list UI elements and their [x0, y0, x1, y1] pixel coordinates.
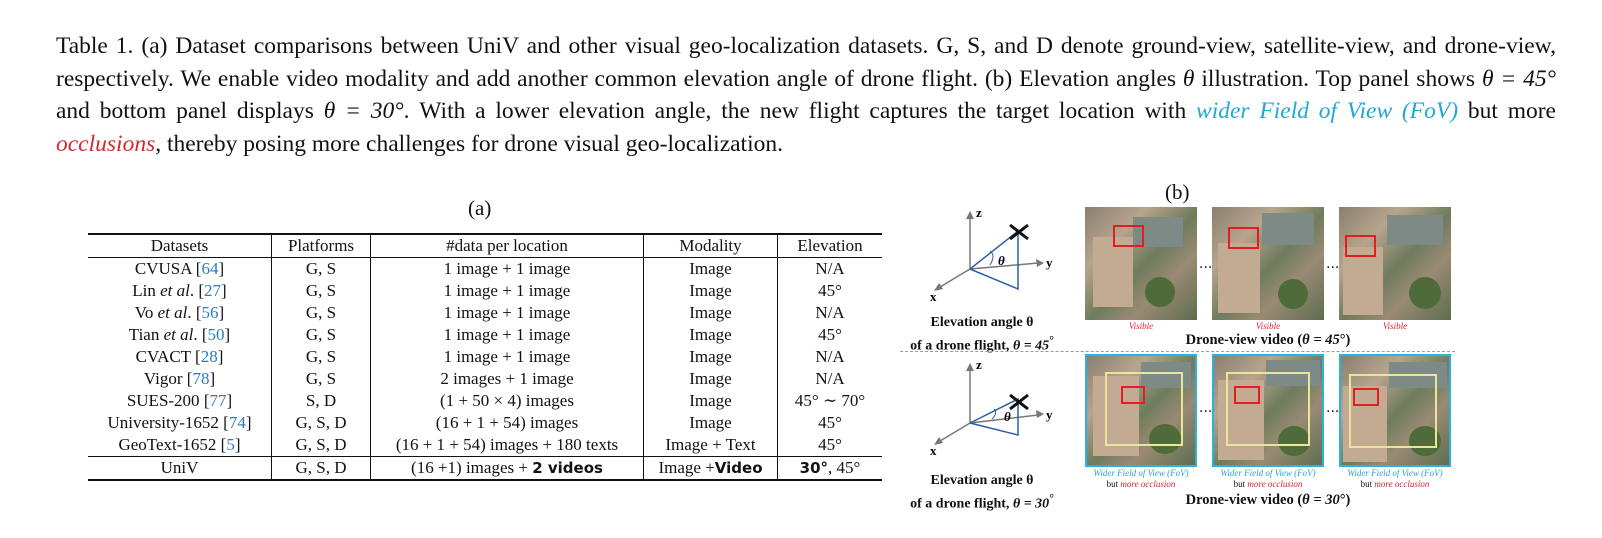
cell-platforms: G, S — [272, 324, 371, 346]
x-axis — [940, 269, 970, 287]
cell-text: (16 +1) images + — [411, 458, 533, 477]
z-arrow-icon — [966, 211, 974, 219]
table-row — [88, 368, 882, 390]
cell-dataset: Vigor [78] — [88, 368, 272, 390]
dataset-name: Lin — [132, 281, 156, 300]
table-row — [88, 434, 882, 457]
fov-label-occlusion: more occlusion — [1374, 479, 1430, 489]
fov-box — [1105, 372, 1183, 446]
dataset-etal: et al — [163, 325, 194, 344]
visible-label: Visible — [1128, 321, 1154, 331]
cell-data — [371, 457, 644, 481]
y-arrow-icon — [1036, 410, 1044, 418]
drone-frame-top-3 — [1339, 207, 1451, 320]
dataset-etal: et al — [157, 303, 188, 322]
table-row — [88, 390, 882, 412]
cell-modality: Image — [644, 390, 778, 412]
fov-label-but: but — [1233, 479, 1248, 489]
cell-dataset: SUES-200 [77] — [88, 390, 272, 412]
cell-dataset: Lin et al. [27] — [88, 280, 272, 302]
ellipsis: ... — [1199, 400, 1213, 416]
cell-data: 1 image + 1 image — [371, 302, 644, 324]
table-row — [88, 280, 882, 302]
dataset-comparison-table — [88, 233, 882, 481]
cell-elevation: 45° — [818, 435, 842, 454]
cell-data: 1 image + 1 image — [371, 346, 644, 368]
target-box — [1228, 227, 1259, 249]
elev-caption-line: Elevation angle θ — [930, 315, 1034, 330]
caption-part: illustration. Top panel shows — [1194, 65, 1482, 92]
video-caption-bottom — [1088, 492, 1448, 509]
target-box — [1121, 386, 1145, 404]
theta-label: θ — [1004, 409, 1011, 424]
fov-label — [1339, 468, 1451, 490]
table-body — [88, 258, 882, 481]
col-header-platforms: Platforms — [272, 234, 371, 258]
citation-link: 5 — [226, 435, 235, 454]
caption-theta: θ — [1182, 65, 1195, 92]
citation-link: 64 — [201, 259, 219, 278]
citation-link: 77 — [209, 391, 227, 410]
table-caption — [56, 30, 1556, 160]
target-box — [1345, 235, 1376, 257]
cell-platforms: G, S — [272, 258, 371, 281]
cell-elevation: N/A — [815, 303, 845, 322]
cell-platforms: G, S, D — [272, 457, 371, 481]
citation-link: 78 — [192, 369, 210, 388]
cell-dataset: GeoText-1652 [5] — [88, 434, 272, 457]
cell-platforms: G, S — [272, 302, 371, 324]
cell-dataset: Vo et al. [56] — [88, 302, 272, 324]
cell-modality — [644, 457, 778, 481]
cell-modality: Image + Text — [644, 434, 778, 457]
elev-caption-angle: θ = 45 — [1012, 338, 1050, 354]
table-row — [88, 324, 882, 346]
target-box — [1353, 388, 1379, 406]
cell-dataset: University-1652 [74] — [88, 412, 272, 434]
dataset-name: CVACT — [135, 347, 191, 366]
cell-elevation: 45° — [818, 325, 842, 344]
elev-caption-line: Elevation angle θ — [930, 473, 1034, 488]
cell-modality: Image — [644, 280, 778, 302]
visible-label: Visible — [1382, 321, 1408, 331]
cell-modality: Image — [644, 258, 778, 281]
video-caption-text: Drone-view video ( — [1185, 332, 1303, 348]
video-caption-text: Drone-view video ( — [1185, 492, 1303, 508]
fov-label-text: Wider Field of View (FoV) — [1347, 468, 1443, 478]
cell-platforms: S, D — [272, 390, 371, 412]
y-label: y — [1046, 407, 1053, 422]
dataset-name: SUES-200 — [126, 391, 200, 410]
x-label: x — [930, 289, 937, 304]
visible-label: Visible — [1255, 321, 1281, 331]
caption-fov-highlight: wider Field of View (FoV) — [1196, 98, 1459, 124]
citation-link: 74 — [228, 413, 246, 432]
elevation-caption-bottom — [882, 472, 1082, 514]
z-arrow-icon — [966, 363, 974, 371]
cell-text: Image + — [658, 458, 715, 477]
citation-link: 56 — [201, 303, 219, 322]
elevation-diagram-top — [920, 205, 1070, 310]
cell-data: 1 image + 1 image — [371, 280, 644, 302]
cell-data: 1 image + 1 image — [371, 258, 644, 281]
fov-label-occlusion: more occlusion — [1120, 479, 1176, 489]
drone-frame-top-1 — [1085, 207, 1197, 320]
caption-part: , thereby posing more challenges for drone visual geo-localization. — [155, 130, 783, 157]
cell-modality: Image — [644, 412, 778, 434]
fov-label-text: Wider Field of View (FoV) — [1093, 468, 1189, 478]
table-row — [88, 302, 882, 324]
elevation-diagram-bottom — [920, 357, 1070, 462]
cell-elevation: 45° — [818, 413, 842, 432]
cell-text-bold: 2 videos — [532, 459, 603, 477]
cell-platforms: G, S — [272, 346, 371, 368]
panel-divider — [900, 351, 1455, 352]
fov-label-but: but — [1360, 479, 1375, 489]
fov-label — [1085, 468, 1197, 490]
video-caption-angle: θ = 45 — [1302, 332, 1340, 348]
cell-dataset: CVACT [28] — [88, 346, 272, 368]
col-header-modality: Modality — [644, 234, 778, 258]
dataset-name: Tian — [128, 325, 160, 344]
caption-part: . With a lower elevation angle, the new flight captures the target location with — [403, 98, 1197, 124]
elev-caption-degree: ° — [1049, 492, 1054, 505]
caption-part: Table 1. (a) Dataset comparisons between UniV and other visual geo-localization datasets. G, S, and D denote ground-view, satellite-view, and drone-view, respectively. We enable video modality and add another common elevation angle of drone flight. (b) Elevation angles — [56, 33, 1556, 92]
cell-text-bold: Video — [714, 459, 763, 477]
dataset-name: University-1652 — [107, 413, 219, 432]
video-caption-text: °) — [1339, 332, 1351, 348]
cell-data: (16 + 1 + 54) images + 180 texts — [371, 434, 644, 457]
caption-eq: θ = 30° — [323, 98, 404, 124]
table-header-row — [88, 234, 882, 258]
table-row — [88, 258, 882, 281]
drone-frame-top-2 — [1212, 207, 1324, 320]
cell-elevation — [778, 457, 883, 481]
cell-platforms: G, S — [272, 280, 371, 302]
drone-frame-bottom-3 — [1339, 354, 1451, 467]
video-caption-top — [1088, 332, 1448, 349]
cell-elevation: N/A — [815, 259, 845, 278]
elev-caption-text: of a drone flight, — [910, 496, 1013, 512]
dataset-etal: et al — [160, 281, 190, 300]
caption-eq: θ = 45° — [1481, 65, 1556, 92]
cell-modality: Image — [644, 368, 778, 390]
fov-label-but: but — [1106, 479, 1121, 489]
dataset-name: CVUSA — [134, 259, 192, 278]
elevation-caption-top — [882, 314, 1082, 356]
ellipsis: ... — [1199, 256, 1213, 272]
cell-data: 2 images + 1 image — [371, 368, 644, 390]
cell-modality: Image — [644, 302, 778, 324]
cell-platforms: G, S, D — [272, 434, 371, 457]
target-box — [1113, 225, 1144, 247]
cell-dataset: Tian et al. [50] — [88, 324, 272, 346]
fov-label-occlusion: more occlusion — [1247, 479, 1303, 489]
dataset-name: Vo — [134, 303, 154, 322]
col-header-elevation: Elevation — [797, 236, 863, 255]
cell-dataset: UniV — [88, 457, 272, 481]
ellipsis: ... — [1326, 400, 1340, 416]
drone-icon — [1010, 225, 1028, 239]
dataset-name: Vigor — [143, 369, 183, 388]
table-row — [88, 412, 882, 434]
fov-label-text: Wider Field of View (FoV) — [1220, 468, 1316, 478]
table-row — [88, 346, 882, 368]
y-label: y — [1046, 255, 1053, 270]
caption-part: but more — [1458, 98, 1556, 124]
z-label: z — [976, 357, 982, 372]
citation-link: 28 — [200, 347, 218, 366]
citation-link: 27 — [204, 281, 222, 300]
ellipsis: ... — [1326, 256, 1340, 272]
video-caption-angle: θ = 30 — [1302, 492, 1340, 508]
cell-elevation: N/A — [815, 369, 845, 388]
cell-text-bold: 30° — [799, 459, 829, 477]
x-label: x — [930, 443, 937, 458]
cell-data: 1 image + 1 image — [371, 324, 644, 346]
table-row-univ — [88, 457, 882, 481]
fov-box — [1226, 372, 1310, 446]
cell-text: , 45° — [828, 458, 861, 477]
col-header-datasets: Datasets — [88, 234, 272, 258]
cell-platforms: G, S — [272, 368, 371, 390]
subfigure-label-a: (a) — [468, 196, 492, 220]
cell-platforms: G, S, D — [272, 412, 371, 434]
cell-elevation: N/A — [815, 347, 845, 366]
theta-label: θ — [998, 253, 1005, 268]
cell-elevation: 45° ∼ 70° — [794, 391, 866, 410]
x-axis — [940, 423, 970, 441]
col-header-data: #data per location — [371, 234, 644, 258]
fov-label — [1212, 468, 1324, 490]
cell-data: (16 + 1 + 54) images — [371, 412, 644, 434]
caption-occlusion-highlight: occlusions — [56, 130, 156, 157]
y-arrow-icon — [1036, 259, 1044, 267]
subfigure-label-b: (b) — [1165, 180, 1190, 204]
elev-caption-degree: ° — [1049, 334, 1054, 347]
cell-modality: Image — [644, 346, 778, 368]
target-box — [1234, 386, 1260, 404]
drone-frame-bottom-2 — [1212, 354, 1324, 467]
fov-box — [1349, 374, 1437, 448]
drone-frame-bottom-1 — [1085, 354, 1197, 467]
z-label: z — [976, 205, 982, 220]
dataset-name: GeoText-1652 — [118, 435, 217, 454]
video-caption-text: °) — [1339, 492, 1351, 508]
elev-caption-text: of a drone flight, — [910, 338, 1013, 354]
citation-link: 50 — [207, 325, 225, 344]
cell-data: (1 + 50 × 4) images — [371, 390, 644, 412]
cell-dataset: CVUSA [64] — [88, 258, 272, 281]
caption-part: and bottom panel displays — [56, 98, 324, 124]
elev-caption-angle: θ = 30 — [1012, 496, 1050, 512]
cell-modality: Image — [644, 324, 778, 346]
cell-elevation: 45° — [818, 281, 842, 300]
